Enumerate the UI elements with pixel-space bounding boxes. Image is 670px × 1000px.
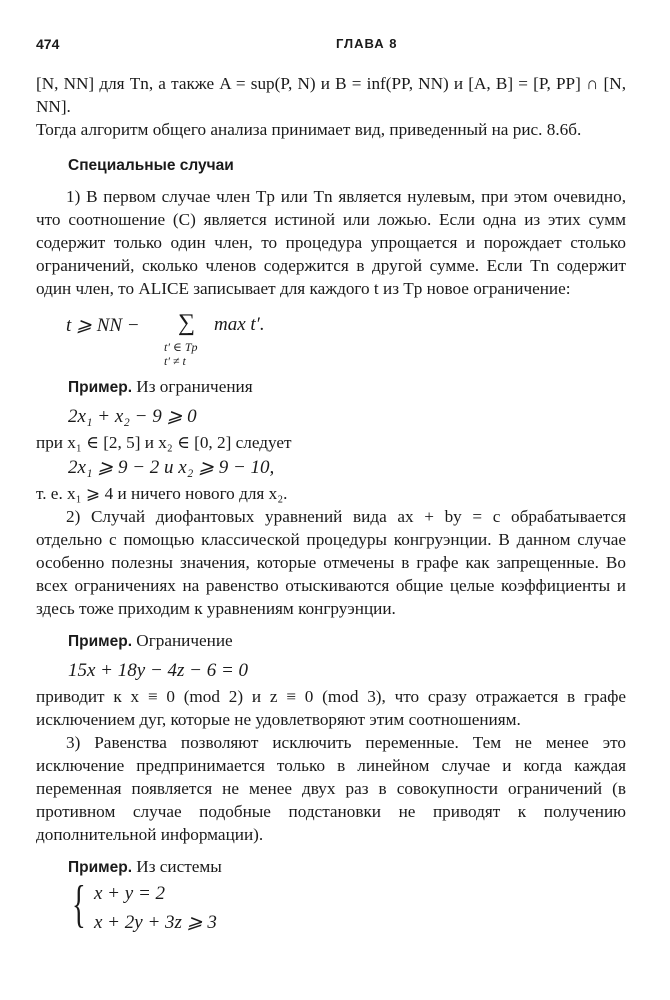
page-header <box>36 36 632 58</box>
example-label: Пример. <box>68 859 132 876</box>
system-brace: { <box>72 876 86 933</box>
sum-formula-left: t ⩾ NN − <box>66 315 140 336</box>
sum-formula-right: max t′. <box>214 314 265 335</box>
case-2-paragraph: 2) Случай диофантовых уравнений вида ax + by = c обрабатывается отдельно с помощью классической процедуры конгруэнции. В данном случае особенно полезны значения, которые отмечены в графе как запрещенные. Во всех ограничениях на равенство отыскиваются общие целые коэффициенты и здесь тоже приходим к уравнениям конгруэнции. <box>36 507 626 618</box>
sum-subscript-1: t′ ∈ Tp <box>164 340 198 354</box>
example-1-formula-2: 2x₁ ⩾ 9 − 2 и x₂ ⩾ 9 − 10, <box>68 457 275 478</box>
example-intro: Ограничение <box>136 631 233 650</box>
example-2-formula: 15x + 18y − 4z − 6 = 0 <box>68 660 249 681</box>
example-intro: Из системы <box>136 857 222 876</box>
system-equation-1: x + y = 2 <box>94 883 166 904</box>
algorithm-paragraph: Тогда алгоритм общего анализа принимает вид, приведенный на рис. 8.6б. <box>36 120 582 139</box>
example-2-result: приводит к x ≡ 0 (mod 2) и z ≡ 0 (mod 3), что сразу отражается в графе исключением дуг, которые не удовлетворяют этим соотношениям. <box>36 687 626 729</box>
example-1-heading <box>68 376 626 399</box>
example-1-formula-1: 2x₁ + x₂ − 9 ⩾ 0 <box>68 406 197 427</box>
example-2-heading <box>68 630 626 653</box>
page-number: 474 <box>36 36 60 52</box>
section-heading: Специальные случаи <box>68 157 234 174</box>
case-1-paragraph: 1) В первом случае член Tp или Tn является нулевым, при этом очевидно, что соотношение (C) является истиной или ложью. Если одна из этих сумм содержит только один член, то процедура упрощается и порождает столько ограничений, сколько членов содержится в другой сумме. Если Tn содержит один член, то ALICE записывает для каждого t из Tp новое ограничение: <box>36 187 626 298</box>
equation-system <box>72 876 626 939</box>
example-label: Пример. <box>68 633 132 650</box>
example-3-heading <box>68 856 626 879</box>
example-1-conclusion: т. е. x₁ ⩾ 4 и ничего нового для x₂. <box>36 484 288 503</box>
intro-paragraph: [N, NN] для Tn, а также A = sup(P, N) и B = inf(PP, NN) и [A, B] = [P, PP] ∩ [N, NN]. <box>36 74 626 116</box>
page-body <box>36 72 626 939</box>
example-label: Пример. <box>68 379 132 396</box>
system-equation-2: x + 2y + 3z ⩾ 3 <box>94 912 217 933</box>
case-3-paragraph: 3) Равенства позволяют исключить переменные. Тем не менее это исключение предпринимается только в линейном случае и когда каждая переменная появляется не менее двух раз в совокупности ограничений (в противном случае подобные подстановки не приводят к получению дополнительной информации). <box>36 733 626 844</box>
sigma-symbol: ∑ <box>178 310 196 336</box>
sum-formula <box>66 308 626 366</box>
chapter-title: ГЛАВА 8 <box>336 36 398 51</box>
example-1-given: при x₁ ∈ [2, 5] и x₂ ∈ [0, 2] следует <box>36 433 292 452</box>
sum-subscript-2: t′ ≠ t <box>164 354 186 368</box>
example-intro: Из ограничения <box>136 377 253 396</box>
